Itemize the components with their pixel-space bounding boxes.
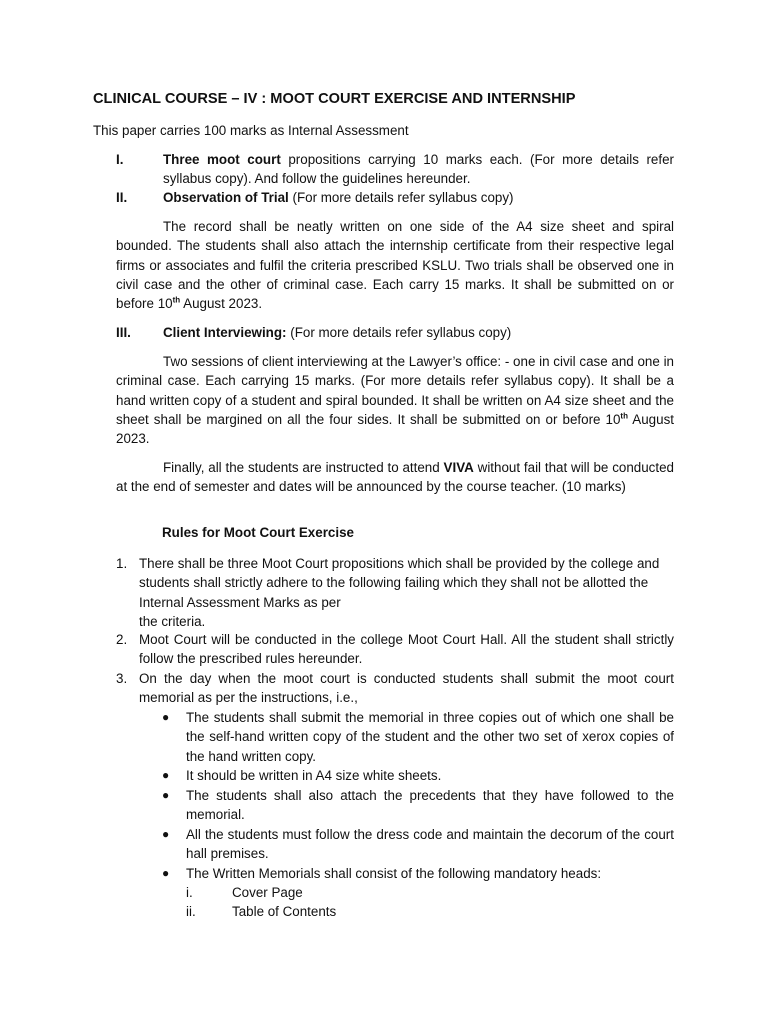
trial-paragraph: [116, 217, 674, 313]
section-bold-text: Observation of Trial: [163, 190, 289, 205]
section-bold-text: Three moot court: [163, 152, 281, 167]
rules-heading: Rules for Moot Court Exercise: [162, 525, 354, 540]
section-text: (For more details refer syllabus copy): [288, 190, 514, 205]
rule-item-3: [116, 669, 674, 708]
section-text: propositions carrying 10 marks each. (For more details refer syllabus copy). And follow the guidelines hereunder.: [163, 152, 674, 187]
bullet-item: [162, 786, 674, 825]
superscript: th: [172, 295, 181, 305]
rule-number: 1.: [116, 556, 128, 571]
bullet-item: [162, 864, 674, 883]
intro-text: This paper carries 100 marks as Internal Assessment: [93, 123, 409, 138]
bullet-text: The students shall submit the memorial in three copies out of which one shall be the self-hand written copy of the student and the other two set of xerox copies of the hand written copy.: [186, 710, 674, 764]
bullet-icon: ●: [162, 866, 170, 880]
paragraph-text: The record shall be neatly written on one side of the A4 size sheet and spiral bounded. The students shall also attach the internship certificate from their respective legal firms or associates and fulfil the criteria prescribed KSLU. Two trials shall be observed one in civil case and the other of criminal case. Each carry 15 marks. It shall be submitted on or before 10: [116, 219, 674, 312]
head-text: Cover Page: [232, 885, 303, 900]
bullet-icon: ●: [162, 788, 170, 802]
rule-text-extra: the criteria.: [139, 613, 206, 629]
section-bold-text: Client Interviewing:: [163, 325, 287, 340]
head-text: Table of Contents: [232, 904, 337, 919]
head-item: [186, 883, 303, 902]
viva-paragraph: [116, 458, 674, 497]
client-paragraph: [116, 352, 674, 448]
section-i: [116, 150, 674, 189]
section-number: I.: [116, 152, 124, 167]
bullet-icon: ●: [162, 710, 170, 724]
bullet-item: [162, 825, 674, 864]
head-number: i.: [186, 885, 193, 900]
bullet-text: The Written Memorials shall consist of the following mandatory heads:: [186, 866, 602, 881]
paragraph-text: Finally, all the students are instructed to attend: [163, 460, 444, 475]
paragraph-text-end: without fail that will be conducted at the end of semester and dates will be announced by the course teacher. (10 marks): [116, 460, 674, 495]
rule-text: Moot Court will be conducted in the college Moot Court Hall. All the student shall strictly follow the prescribed rules hereunder.: [139, 632, 674, 667]
section-iii: [116, 323, 674, 342]
viva-bold: VIVA: [443, 460, 474, 475]
page-title: CLINICAL COURSE – IV : MOOT COURT EXERCISE AND INTERNSHIP: [93, 91, 576, 107]
bullet-item: [162, 766, 674, 785]
bullet-text: It should be written in A4 size white sheets.: [186, 768, 442, 783]
bullet-icon: ●: [162, 768, 170, 782]
bullet-text: All the students must follow the dress code and maintain the decorum of the court hall premises.: [186, 827, 674, 862]
section-ii: [116, 188, 674, 207]
paragraph-tail: August 2023.: [116, 411, 674, 447]
bullet-text: The students shall also attach the precedents that they have followed to the memorial.: [186, 788, 674, 823]
bullet-icon: ●: [162, 827, 170, 841]
rule-text: There shall be three Moot Court propositions which shall be provided by the college and students shall strictly adhere to the following failing which they shall not be allotted the Internal Assessment Marks as per: [139, 556, 660, 610]
rule-number: 3.: [116, 671, 128, 686]
rule-text: On the day when the moot court is conducted students shall submit the moot court memorial as per the instructions, i.e.,: [139, 671, 674, 706]
head-item: [186, 902, 336, 921]
rule-item-1: [116, 554, 674, 631]
rule-item-2: [116, 630, 674, 669]
bullet-item: [162, 708, 674, 766]
section-number: III.: [116, 325, 131, 340]
rule-number: 2.: [116, 632, 128, 647]
section-number: II.: [116, 190, 128, 205]
head-number: ii.: [186, 904, 196, 919]
section-text: (For more details refer syllabus copy): [286, 325, 512, 340]
paragraph-tail: August 2023.: [180, 296, 263, 312]
superscript: th: [620, 411, 628, 421]
paragraph-text: Two sessions of client interviewing at the Lawyer’s office: - one in civil case and one in criminal case. Each carrying 15 marks. (For more details refer syllabus copy). It shall be a hand written copy of a student and spiral bounded. It shall be written on A4 size sheet and the sheet shall be margined on all the four sides. It shall be submitted on or before 10: [116, 354, 674, 427]
